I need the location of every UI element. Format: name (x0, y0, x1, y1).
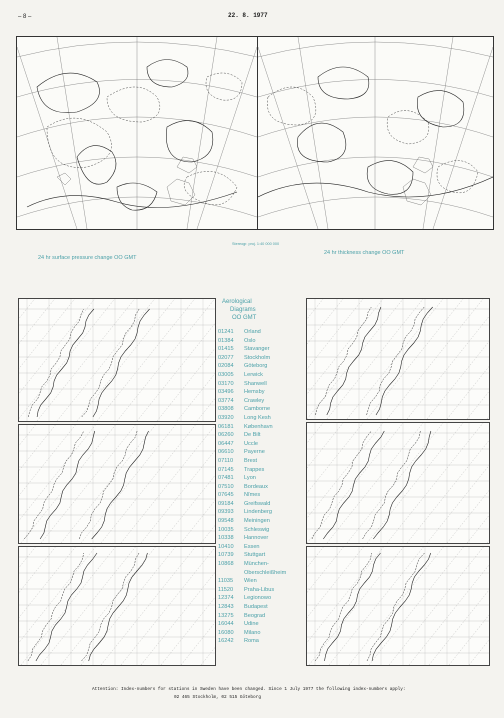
aerological-diagram (306, 298, 490, 420)
station-row (218, 534, 306, 543)
aerological-diagram (18, 424, 216, 544)
station-name: Göteborg (244, 363, 268, 370)
station-name: Wien (244, 578, 257, 585)
station-row (218, 448, 306, 457)
station-number: 10035 (218, 526, 234, 533)
station-name: De Bilt (244, 432, 261, 439)
station-number: 09184 (218, 500, 234, 507)
station-number: 06181 (218, 423, 234, 430)
station-number: 01415 (218, 346, 234, 353)
station-name: Long Kesh (244, 414, 271, 421)
station-name: Oberschleißheim (244, 569, 287, 576)
station-number: 11035 (218, 578, 234, 585)
station-row (218, 337, 306, 346)
station-number: 01384 (218, 337, 234, 344)
station-name: Bordeaux (244, 483, 268, 490)
station-number: 10739 (218, 552, 234, 559)
sounding-diagram-graphic (307, 299, 489, 419)
aerological-diagram (306, 422, 490, 544)
station-row (218, 577, 306, 586)
station-name: Praha-Libus (244, 586, 275, 593)
station-row (218, 423, 306, 432)
station-name: Shanwell (244, 380, 267, 387)
station-number: 06447 (218, 440, 234, 447)
aerological-title-3: OO GMT (232, 315, 257, 321)
station-number: 16044 (218, 621, 234, 628)
station-number: 03496 (218, 389, 234, 396)
station-name: Stockholm (244, 354, 271, 361)
sounding-diagram-graphic (19, 299, 215, 421)
station-name: Essen (244, 543, 260, 550)
station-number: 03170 (218, 380, 234, 387)
station-name: Budapest (244, 604, 268, 610)
station-name: Hemsby (244, 389, 265, 396)
station-number: 10338 (218, 535, 234, 542)
right-map-caption: 24 hr thickness change OO GMT (324, 250, 405, 256)
station-row (218, 637, 306, 646)
station-row (218, 474, 306, 483)
station-name: Roma (244, 638, 259, 645)
map-scale-note: Stereogr. proj. 1:40 000 000 (232, 242, 280, 246)
aerological-diagram (18, 298, 216, 422)
aerological-title-1: Aerological (222, 299, 252, 305)
station-name: Orland (244, 329, 261, 335)
station-number: 13275 (218, 612, 234, 619)
station-row (218, 414, 306, 423)
station-row (218, 397, 306, 406)
aerological-diagram (306, 546, 490, 666)
station-name: Uccle (244, 440, 258, 447)
station-row (218, 551, 306, 560)
station-number: 06260 (218, 432, 234, 439)
station-name: Meiningen (244, 518, 270, 525)
station-name: Greifswald (244, 500, 271, 507)
station-row (218, 526, 306, 535)
station-number: 11520 (218, 586, 234, 593)
station-row (218, 560, 306, 569)
station-row (218, 457, 306, 466)
station-number: 07645 (218, 492, 234, 499)
station-row (218, 371, 306, 380)
station-number: 09393 (218, 509, 234, 516)
station-name: Crawley (244, 397, 265, 404)
station-number: 16080 (218, 629, 234, 636)
station-number (218, 569, 244, 578)
station-name: Udine (244, 621, 259, 628)
station-row (218, 491, 306, 500)
station-row (218, 483, 306, 492)
station-name: Lyon (244, 475, 256, 482)
station-number: 07145 (218, 466, 234, 473)
station-number: 09548 (218, 518, 234, 525)
station-number: 07481 (218, 475, 234, 482)
sounding-diagram-graphic (19, 547, 215, 665)
station-number: 12374 (218, 595, 234, 602)
aerological-station-index (218, 298, 306, 646)
left-map-caption: 24 hr surface pressure change OO GMT (38, 255, 137, 261)
station-name: Lindenberg (244, 509, 272, 516)
station-number: 10410 (218, 543, 234, 550)
station-name: Brest (244, 457, 258, 464)
aerological-diagram (18, 546, 216, 666)
station-row (218, 431, 306, 440)
station-number: 03808 (218, 406, 234, 413)
station-number: 03920 (218, 414, 234, 421)
station-name: Oslo (244, 337, 256, 344)
station-row (218, 500, 306, 509)
thickness-change-map (257, 36, 494, 230)
station-name: Camborne (244, 406, 271, 413)
station-name: Stuttgart (244, 552, 266, 559)
station-row (218, 517, 306, 526)
station-row (218, 388, 306, 397)
station-number: 06610 (218, 449, 234, 456)
station-name: Milano (244, 629, 261, 636)
sounding-diagram-graphic (19, 425, 215, 543)
page-number: – 8 – (18, 14, 32, 20)
station-number: 07110 (218, 457, 234, 464)
station-row (218, 466, 306, 475)
station-number: 12843 (218, 604, 234, 610)
page-date: 22. 8. 1977 (228, 12, 268, 19)
station-number: 02084 (218, 363, 234, 370)
station-number: 01241 (218, 329, 234, 335)
station-row (218, 594, 306, 603)
station-name: Payerne (244, 449, 265, 456)
station-number: 03774 (218, 397, 234, 404)
station-number: 03005 (218, 371, 234, 378)
station-row (218, 586, 306, 595)
station-number: 16242 (218, 638, 234, 645)
station-number: 07510 (218, 483, 234, 490)
station-row (218, 345, 306, 354)
station-row (218, 405, 306, 414)
station-row (218, 362, 306, 371)
station-row (218, 440, 306, 449)
station-row (218, 543, 306, 552)
station-row (218, 328, 306, 337)
station-name: Legionowo (244, 595, 272, 602)
station-row (218, 620, 306, 629)
station-row (218, 508, 306, 517)
attention-note (92, 686, 406, 702)
sounding-diagram-graphic (307, 423, 489, 543)
station-name: Lerwick (244, 371, 263, 378)
station-name: København (244, 423, 273, 430)
station-row (218, 629, 306, 638)
station-row (218, 569, 306, 578)
station-name: Beograd (244, 612, 266, 619)
station-row (218, 603, 306, 612)
station-name: Hannover (244, 535, 269, 542)
station-name: Schleswig (244, 526, 270, 533)
station-row (218, 612, 306, 621)
aerological-title-2: Diagrams (230, 307, 256, 313)
station-name: Trappes (244, 466, 265, 473)
attention-line-1: Attention: Index-numbers for stations in Sweden have been changed. Since 1 July 1977 the following index-numbers apply: (92, 687, 406, 692)
station-name: München- (244, 561, 269, 568)
sounding-diagram-graphic (307, 547, 489, 665)
station-row (218, 354, 306, 363)
station-number: 10868 (218, 561, 234, 568)
surface-pressure-change-map (16, 36, 258, 230)
station-name: Nîmes (244, 492, 261, 499)
station-name: Stavanger (244, 346, 270, 353)
attention-line-2: 02 465 Stockholm, 02 515 Göteborg (174, 695, 261, 700)
station-row (218, 380, 306, 389)
station-list (218, 328, 306, 646)
station-number: 02077 (218, 354, 234, 361)
